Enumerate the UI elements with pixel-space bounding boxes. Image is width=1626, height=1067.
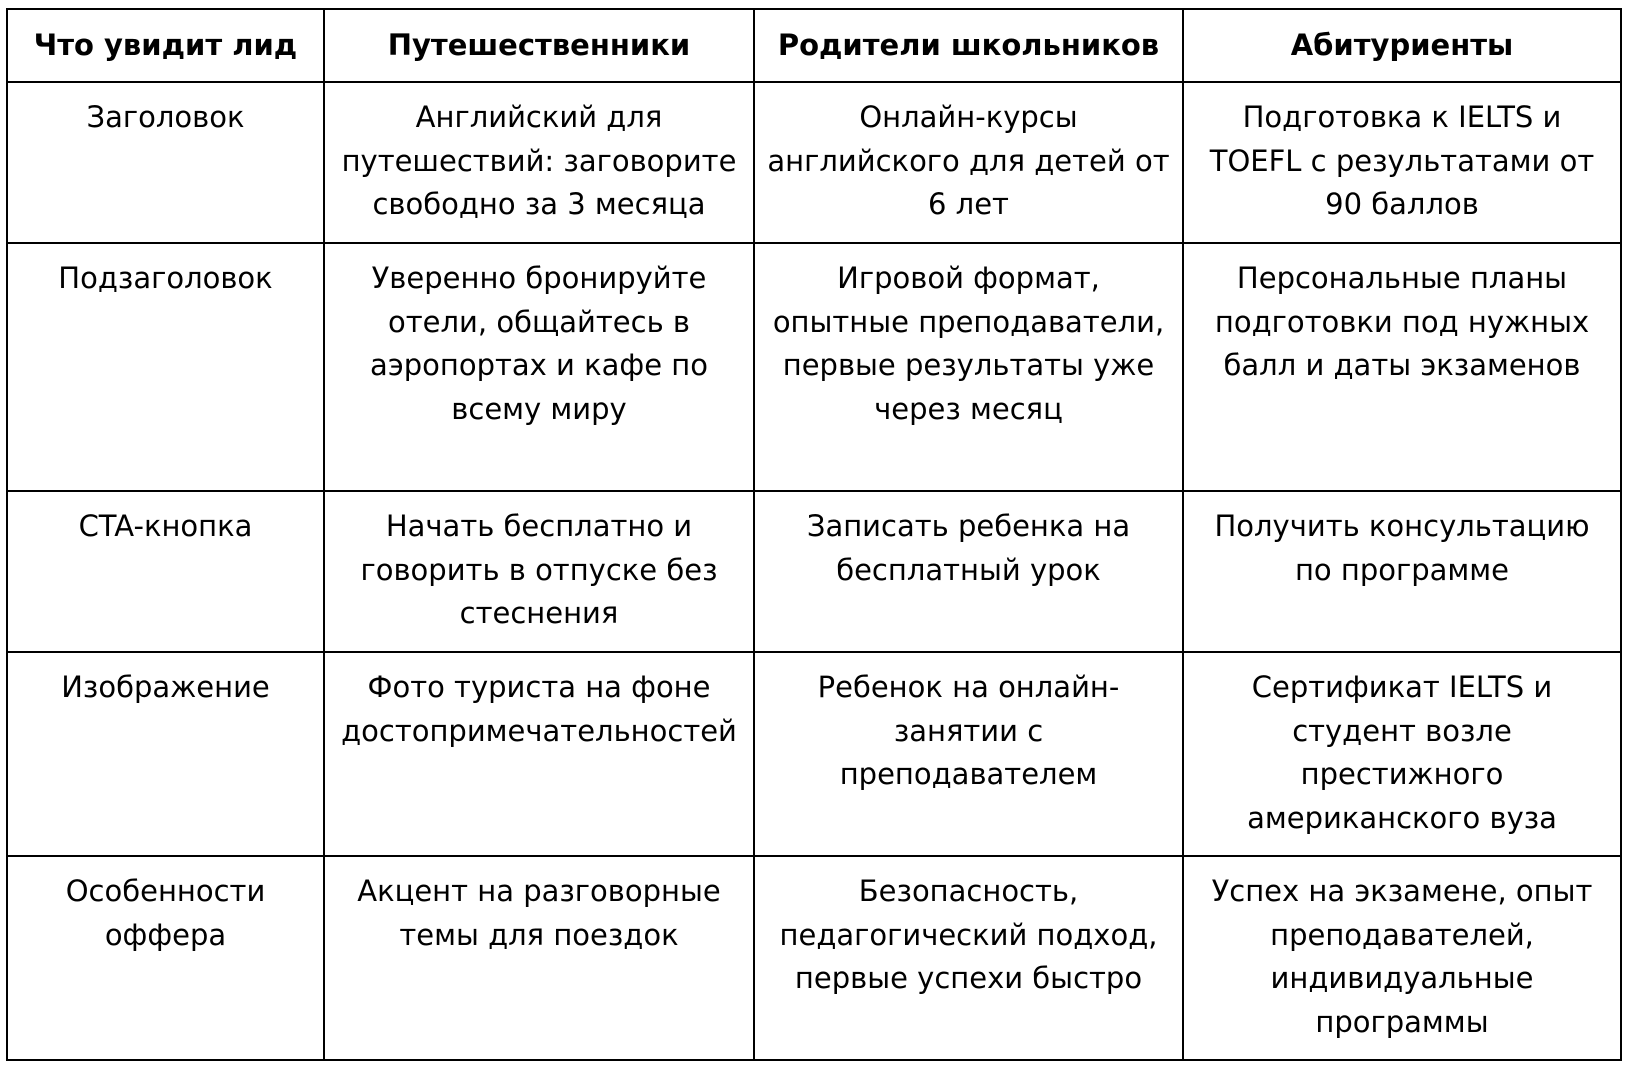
table-cell: Акцент на разговорные темы для поездок [324, 856, 754, 1060]
comparison-table [6, 8, 1622, 1061]
row-label-cell: Заголовок [7, 82, 324, 243]
row-label-cell: Особенности оффера [7, 856, 324, 1060]
table-cell: Успех на экзамене, опыт преподавателей, индивидуальные программы [1183, 856, 1621, 1060]
header-cell-travelers: Путешественники [324, 9, 754, 82]
table-cell: Сертификат IELTS и студент возле престижного американского вуза [1183, 652, 1621, 856]
table-cell: Персональные планы подготовки под нужных балл и даты экзаменов [1183, 243, 1621, 491]
table-row [7, 652, 1621, 856]
table-row [7, 856, 1621, 1060]
header-cell-applicants: Абитуриенты [1183, 9, 1621, 82]
header-cell-parents: Родители школьников [754, 9, 1183, 82]
header-cell-lead-view: Что увидит лид [7, 9, 324, 82]
table-row [7, 491, 1621, 652]
table-cell: Получить консультацию по программе [1183, 491, 1621, 652]
table-cell: Записать ребенка на бесплатный урок [754, 491, 1183, 652]
table-cell: Игровой формат, опытные преподаватели, первые результаты уже через месяц [754, 243, 1183, 491]
row-label-cell: CTA-кнопка [7, 491, 324, 652]
table-cell: Фото туриста на фоне достопримечательностей [324, 652, 754, 856]
table-row [7, 82, 1621, 243]
table-cell: Онлайн-курсы английского для детей от 6 лет [754, 82, 1183, 243]
table-cell: Ребенок на онлайн-занятии с преподавателем [754, 652, 1183, 856]
table-cell: Начать бесплатно и говорить в отпуске без стеснения [324, 491, 754, 652]
row-label-cell: Изображение [7, 652, 324, 856]
row-label-cell: Подзаголовок [7, 243, 324, 491]
table-cell: Подготовка к IELTS и TOEFL с результатами от 90 баллов [1183, 82, 1621, 243]
table-cell: Уверенно бронируйте отели, общайтесь в аэропортах и кафе по всему миру [324, 243, 754, 491]
table-row [7, 243, 1621, 491]
table-cell: Безопасность, педагогический подход, первые успехи быстро [754, 856, 1183, 1060]
table-header-row [7, 9, 1621, 82]
table-cell: Английский для путешествий: заговорите свободно за 3 месяца [324, 82, 754, 243]
